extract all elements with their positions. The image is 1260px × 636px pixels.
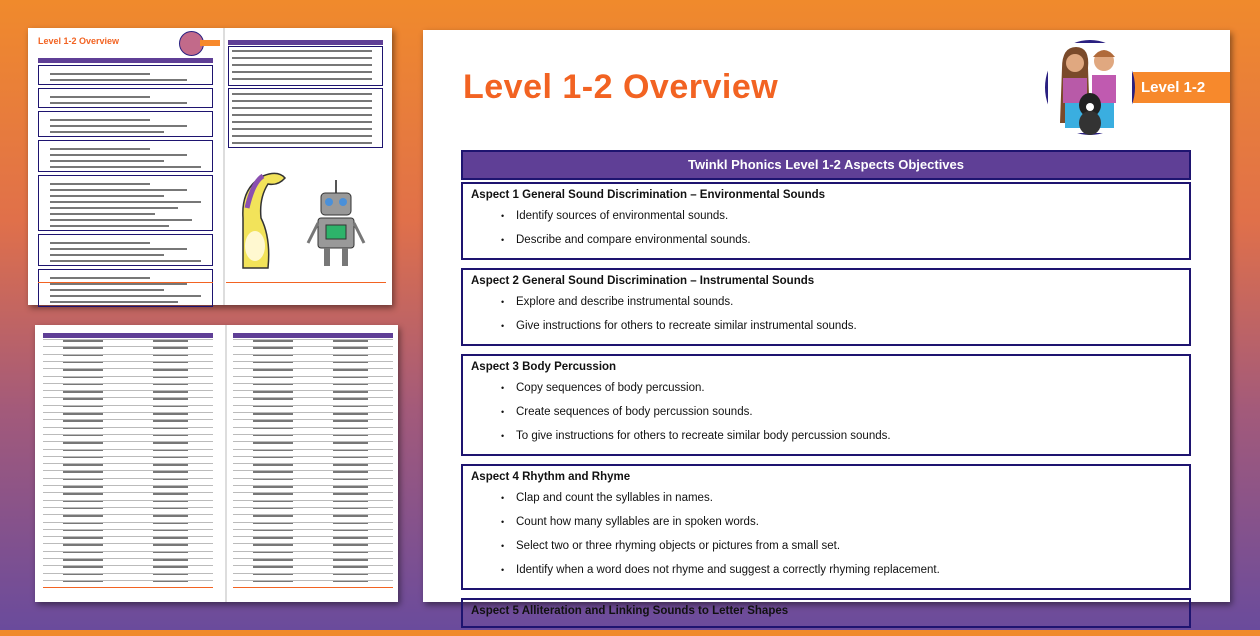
thumbnail-block [333,471,368,473]
thumbnail-block [63,515,103,517]
thumbnail-block [333,384,368,386]
thumbnail-block [153,486,188,488]
objective-item: • Identify when a word does not rhyme and suggest a correctly rhyming replacement. [471,562,1181,586]
thumbnail-block [253,406,293,408]
aspect-title: Aspect 5 Alliteration and Linking Sounds to Letter Shapes [471,605,789,617]
objective-item: • Select two or three rhyming objects or pictures from a small set. [471,538,1181,562]
thumbnail-block [153,369,188,371]
thumbnail-block [50,242,150,244]
thumbnail-block [50,195,164,197]
aspect-section [461,354,1191,456]
thumbnail-block [333,355,368,357]
thumbnail-block [38,88,213,108]
thumbnail-block [153,515,188,517]
thumbnail-block [153,471,188,473]
thumbnail-block [333,413,368,415]
thumbnail-block [232,64,372,66]
thumbnail-block [232,100,372,102]
thumbnail-block [153,493,188,495]
thumbnail-block [38,111,213,137]
thumbnail-block [253,347,293,349]
thumbnail-block [50,213,155,215]
thumbnail-block [63,406,103,408]
thumbnail-block [50,225,169,227]
thumbnail-block [63,501,103,503]
thumbnail-block [253,464,293,466]
thumbnail-block [63,355,103,357]
overview-page [423,30,1230,617]
thumbnail-block [50,102,187,104]
children-and-dog-illustration [1048,43,1132,133]
thumbnail-block [153,355,188,357]
thumbnail-block [63,471,103,473]
thumbnail-block [50,79,187,81]
thumbnail-block [153,377,188,379]
thumbnail-block [63,413,103,415]
aspect-section [461,598,1191,628]
objective-item: • Explore and describe instrumental sounds. [471,294,1181,318]
thumbnail-block [253,559,293,561]
thumbnail-block [63,581,103,583]
thumbnail-block [232,142,372,144]
thumbnail-block [50,207,178,209]
thumbnail-block [153,391,188,393]
thumbnail-block [253,362,293,364]
robot-illustration [306,178,366,273]
thumbnail-block [50,254,164,256]
thumbnail-block [50,148,150,150]
thumbnail-block [38,282,213,283]
thumbnail-block [63,384,103,386]
thumbnail-block [153,544,188,546]
thumbnail-block [153,340,188,342]
objective-item: • Count how many syllables are in spoken words. [471,514,1181,538]
thumbnail-block [253,398,293,400]
thumbnail-block [253,501,293,503]
thumbnail-block [153,508,188,510]
thumbnail-block [333,515,368,517]
aspect-title: Aspect 4 Rhythm and Rhyme [471,471,631,483]
thumbnail-block [50,201,201,203]
thumbnail-block [63,398,103,400]
thumbnail-block [153,398,188,400]
thumbnail-block [253,581,293,583]
thumbnail-block [153,464,188,466]
thumbnail-block [253,457,293,459]
thumbnail-block [153,457,188,459]
thumbnail-block [253,471,293,473]
thumbnail-block [253,355,293,357]
thumbnail-block [233,333,393,338]
thumbnail-block [153,537,188,539]
thumbnail-block [153,479,188,481]
thumbnail-block [153,384,188,386]
thumbnail-block [50,160,164,162]
thumbnail-block [253,420,293,422]
thumbnail-block [253,450,293,452]
thumbnail-block [63,493,103,495]
thumbnail-block [63,369,103,371]
thumbnail-block [253,566,293,568]
thumbnail-block [63,340,103,342]
thumbnail-block [253,435,293,437]
thumbnail-block [232,71,372,73]
thumbnail-block [63,420,103,422]
thumbnail-block [333,442,368,444]
thumbnail-block [63,435,103,437]
thumbnail-block [232,50,372,52]
thumbnail-block [63,457,103,459]
thumbnail-block [50,154,187,156]
dinosaur-illustration [223,168,293,273]
thumbnail-block [50,248,187,250]
objective-item: • Create sequences of body percussion sounds. [471,404,1181,428]
thumbnail-block [253,442,293,444]
thumbnail-block [50,131,164,133]
aspect-title: Aspect 3 Body Percussion [471,361,617,373]
objective-item: • Describe and compare environmental sounds. [471,232,1181,256]
thumbnail-block [253,428,293,430]
thumbnail-block [253,479,293,481]
aspect-title: Aspect 1 General Sound Discrimination – Environmental Sounds [471,189,826,201]
thumbnail-block [63,530,103,532]
thumbnail-block [253,537,293,539]
level-tab: Level 1-2 [1133,72,1230,103]
thumbnail-block [228,88,383,148]
thumbnail-block [63,523,103,525]
thumbnail-block [333,398,368,400]
thumbnail-block [232,57,372,59]
thumbnail-block [333,428,368,430]
thumbnail-block [333,486,368,488]
aspect-section [461,268,1191,346]
thumbnail-block [63,566,103,568]
thumbnail-block [43,333,213,338]
thumbnail-block [63,544,103,546]
aspects-objectives-table [461,150,1191,636]
thumbnail-level-tab [200,40,220,46]
thumbnail-block [333,544,368,546]
thumbnail-block [63,377,103,379]
page-title: Level 1-2 Overview [463,68,779,106]
thumbnail-block [333,501,368,503]
thumbnail-table-spread [35,325,398,602]
thumbnail-block [253,530,293,532]
thumbnail-block [333,537,368,539]
thumbnail-block [253,391,293,393]
thumbnail-block [253,377,293,379]
thumbnail-overview-spread [28,28,392,305]
thumbnail-block [50,119,150,121]
thumbnail-block [153,435,188,437]
thumbnail-block [153,413,188,415]
thumbnail-block [253,340,293,342]
thumbnail-block [253,544,293,546]
thumbnail-block [50,295,201,297]
thumbnail-block [50,301,178,303]
thumbnail-block [333,574,368,576]
thumbnail-block [333,340,368,342]
thumbnail-block [153,566,188,568]
objective-item: • Give instructions for others to recreate similar instrumental sounds. [471,318,1181,342]
thumbnail-block [153,552,188,554]
thumbnail-block [228,40,383,45]
thumbnail-block [333,420,368,422]
thumbnail-block [333,362,368,364]
thumbnail-title: Level 1-2 Overview [38,36,120,46]
thumbnail-block [253,508,293,510]
thumbnail-block [63,508,103,510]
thumbnail-block [253,493,293,495]
thumbnail-block [63,552,103,554]
thumbnail-block [333,493,368,495]
objective-item: • Clap and count the syllables in names. [471,490,1181,514]
thumbnail-block [333,566,368,568]
thumbnail-block [333,552,368,554]
thumbnail-block [63,574,103,576]
table-header: Twinkl Phonics Level 1-2 Aspects Objectives [461,150,1191,180]
thumbnail-block [50,189,187,191]
thumbnail-block [253,413,293,415]
thumbnail-block [333,581,368,583]
thumbnail-block [50,289,164,291]
thumbnail-block [333,391,368,393]
thumbnail-block [153,501,188,503]
thumbnail-block [232,135,372,137]
thumbnail-block [153,450,188,452]
objective-item: • To give instructions for others to recreate similar body percussion sounds. [471,428,1181,452]
characters-avatar [1045,40,1135,135]
thumbnail-block [333,559,368,561]
thumbnail-block [153,523,188,525]
thumbnail-block [63,537,103,539]
thumbnail-block [333,479,368,481]
thumbnail-block [333,464,368,466]
page-divider [225,325,227,602]
thumbnail-block [50,283,187,285]
aspect-section [461,182,1191,260]
thumbnail-block [153,428,188,430]
thumbnail-block [333,457,368,459]
objective-item: • Copy sequences of body percussion. [471,380,1181,404]
thumbnail-block [153,362,188,364]
thumbnail-block [38,65,213,85]
thumbnail-block [153,420,188,422]
thumbnail-block [333,435,368,437]
thumbnail-block [226,282,386,283]
thumbnail-block [63,442,103,444]
thumbnail-block [50,183,150,185]
thumbnail-block [63,450,103,452]
thumbnail-block [153,574,188,576]
thumbnail-block [333,406,368,408]
thumbnail-block [253,384,293,386]
thumbnail-block [233,587,393,588]
thumbnail-block [153,347,188,349]
aspect-section [461,464,1191,590]
thumbnail-block [253,574,293,576]
thumbnail-block [232,128,372,130]
thumbnail-block [153,406,188,408]
thumbnail-block [333,530,368,532]
thumbnail-block [63,559,103,561]
thumbnail-block [232,78,372,80]
thumbnail-block [333,508,368,510]
thumbnail-block [63,391,103,393]
thumbnail-block [50,260,201,262]
thumbnail-block [333,450,368,452]
thumbnail-block [63,464,103,466]
thumbnail-block [50,277,150,279]
thumbnail-block [50,96,150,98]
thumbnail-block [232,107,372,109]
thumbnail-block [333,369,368,371]
thumbnail-block [232,121,372,123]
thumbnail-block [333,347,368,349]
thumbnail-block [153,442,188,444]
thumbnail-block [253,552,293,554]
objective-item: • Identify sources of environmental sounds. [471,208,1181,232]
thumbnail-block [333,377,368,379]
thumbnail-block [63,479,103,481]
thumbnail-block [63,362,103,364]
thumbnail-block [232,93,372,95]
thumbnail-block [228,46,383,86]
thumbnail-block [253,523,293,525]
thumbnail-block [232,114,372,116]
thumbnail-block [63,347,103,349]
thumbnail-block [253,369,293,371]
thumbnail-block [63,428,103,430]
thumbnail-block [50,219,192,221]
thumbnail-block [38,58,213,63]
thumbnail-block [63,486,103,488]
thumbnail-block [253,515,293,517]
thumbnail-block [50,73,150,75]
thumbnail-block [253,486,293,488]
aspect-title: Aspect 2 General Sound Discrimination – Instrumental Sounds [471,275,815,287]
thumbnail-block [50,125,187,127]
thumbnail-block [153,530,188,532]
thumbnail-block [43,587,213,588]
thumbnail-block [153,581,188,583]
thumbnail-block [153,559,188,561]
thumbnail-block [50,166,201,168]
thumbnail-block [333,523,368,525]
